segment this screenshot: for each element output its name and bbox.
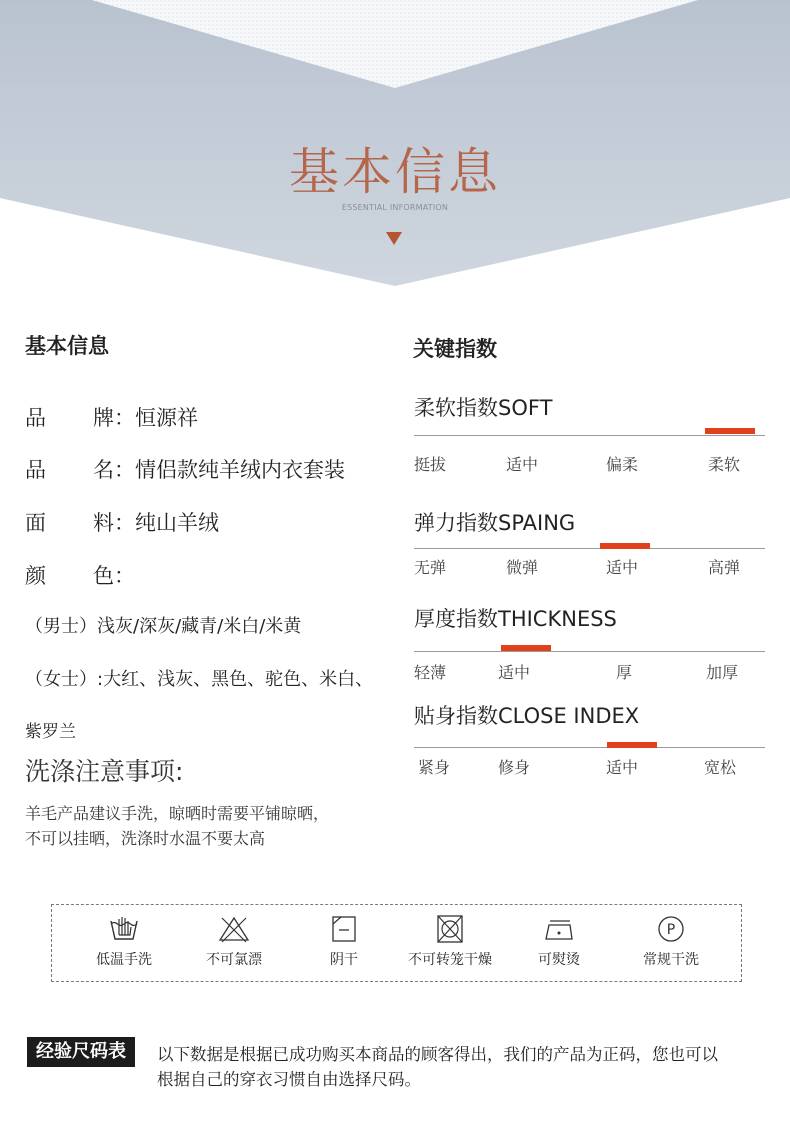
iron-icon — [542, 915, 576, 943]
info-key: 料： — [93, 511, 135, 535]
index-soft — [414, 392, 765, 474]
banner-subtitle: ESSENTIAL INFORMATION — [341, 203, 449, 212]
down-triangle-icon — [386, 232, 402, 245]
index-label: 紧身 — [418, 758, 451, 777]
color-women-cont: 紫罗兰 — [25, 722, 76, 742]
info-row-brand — [25, 402, 198, 432]
index-label: 高弹 — [708, 558, 741, 577]
care-label: 常规干洗 — [643, 952, 699, 968]
index-fit — [414, 700, 765, 777]
care-item-iron — [504, 915, 614, 969]
index-title: 厚度指数THICKNESS — [414, 607, 617, 631]
dry-clean-icon — [655, 915, 687, 943]
index-elastic — [414, 507, 765, 577]
index-label: 柔软 — [708, 455, 741, 474]
care-item-no-bleach — [179, 915, 289, 969]
care-item-shade-dry — [289, 915, 399, 969]
no-tumble-dry-icon — [434, 915, 466, 943]
svg-text:P: P — [666, 922, 676, 938]
color-women: （女士）:大红、浅灰、黑色、驼色、米白、 — [25, 669, 374, 690]
info-key: 名： — [93, 458, 135, 482]
index-level-marker — [501, 645, 551, 651]
wash-line: 不可以挂晒，洗涤时水温不要太高 — [25, 829, 266, 848]
care-label: 不可转笼干燥 — [408, 952, 492, 968]
info-row-material — [25, 507, 219, 537]
index-scale-line — [414, 435, 765, 436]
care-label: 可熨烫 — [538, 952, 580, 968]
index-label: 修身 — [498, 758, 531, 777]
info-row-color — [25, 560, 135, 590]
wash-line: 羊毛产品建议手洗，晾晒时需要平铺晾晒， — [25, 804, 330, 823]
index-title: 贴身指数CLOSE INDEX — [414, 704, 640, 728]
care-label: 低温手洗 — [96, 952, 152, 968]
info-key: 面 — [25, 511, 46, 535]
index-level-marker — [600, 543, 650, 549]
index-label: 适中 — [506, 455, 539, 474]
info-value: 情侣款纯羊绒内衣套装 — [135, 458, 345, 482]
index-label: 挺拔 — [414, 455, 447, 474]
index-label: 厚 — [616, 663, 633, 682]
index-scale-line — [414, 747, 765, 748]
index-label: 适中 — [606, 558, 639, 577]
info-key: 色： — [93, 564, 135, 588]
index-scale-line — [414, 651, 765, 652]
care-item-no-tumble-dry — [395, 915, 505, 969]
info-key: 牌： — [93, 406, 135, 430]
care-item-dry-clean — [616, 915, 726, 969]
care-item-hand-wash — [69, 915, 179, 969]
info-key: 品 — [25, 406, 46, 430]
index-thickness — [414, 603, 765, 682]
index-title: 柔软指数SOFT — [414, 396, 553, 420]
index-label: 适中 — [498, 663, 531, 682]
info-value: 恒源祥 — [135, 406, 198, 430]
info-row-name — [25, 454, 345, 484]
index-label: 宽松 — [704, 758, 737, 777]
info-value: 纯山羊绒 — [135, 511, 219, 535]
index-label: 偏柔 — [606, 455, 639, 474]
index-label: 无弹 — [414, 558, 447, 577]
shade-dry-icon — [328, 915, 360, 943]
hand-wash-icon — [108, 915, 140, 943]
care-instructions — [51, 904, 742, 982]
basic-info-title: 基本信息 — [25, 334, 109, 358]
info-key: 颜 — [25, 564, 46, 588]
index-label: 加厚 — [706, 663, 739, 682]
color-men: （男士）浅灰/深灰/藏青/米白/米黄 — [25, 616, 302, 637]
index-label: 微弹 — [506, 558, 539, 577]
index-level-marker — [607, 742, 657, 748]
info-key: 品 — [25, 458, 46, 482]
index-label: 适中 — [606, 758, 639, 777]
index-level-marker — [705, 428, 755, 434]
header-banner — [0, 0, 790, 290]
size-note-line: 以下数据是根据已成功购买本商品的顾客得出，我们的产品为正码，您也可以 — [157, 1045, 718, 1064]
size-chart-badge: 经验尺码表 — [27, 1037, 135, 1067]
index-scale-line — [414, 548, 765, 549]
index-title: 弹力指数SPAING — [414, 511, 576, 535]
care-label: 不可氯漂 — [206, 952, 262, 968]
care-label: 阴干 — [330, 952, 358, 968]
no-bleach-icon — [218, 915, 250, 943]
wash-title: 洗涤注意事项: — [25, 757, 184, 786]
banner-title: 基本信息 — [289, 143, 501, 201]
size-note-line: 根据自己的穿衣习惯自由选择尺码。 — [157, 1070, 421, 1089]
index-label: 轻薄 — [414, 663, 447, 682]
key-index-title: 关键指数 — [413, 337, 497, 361]
